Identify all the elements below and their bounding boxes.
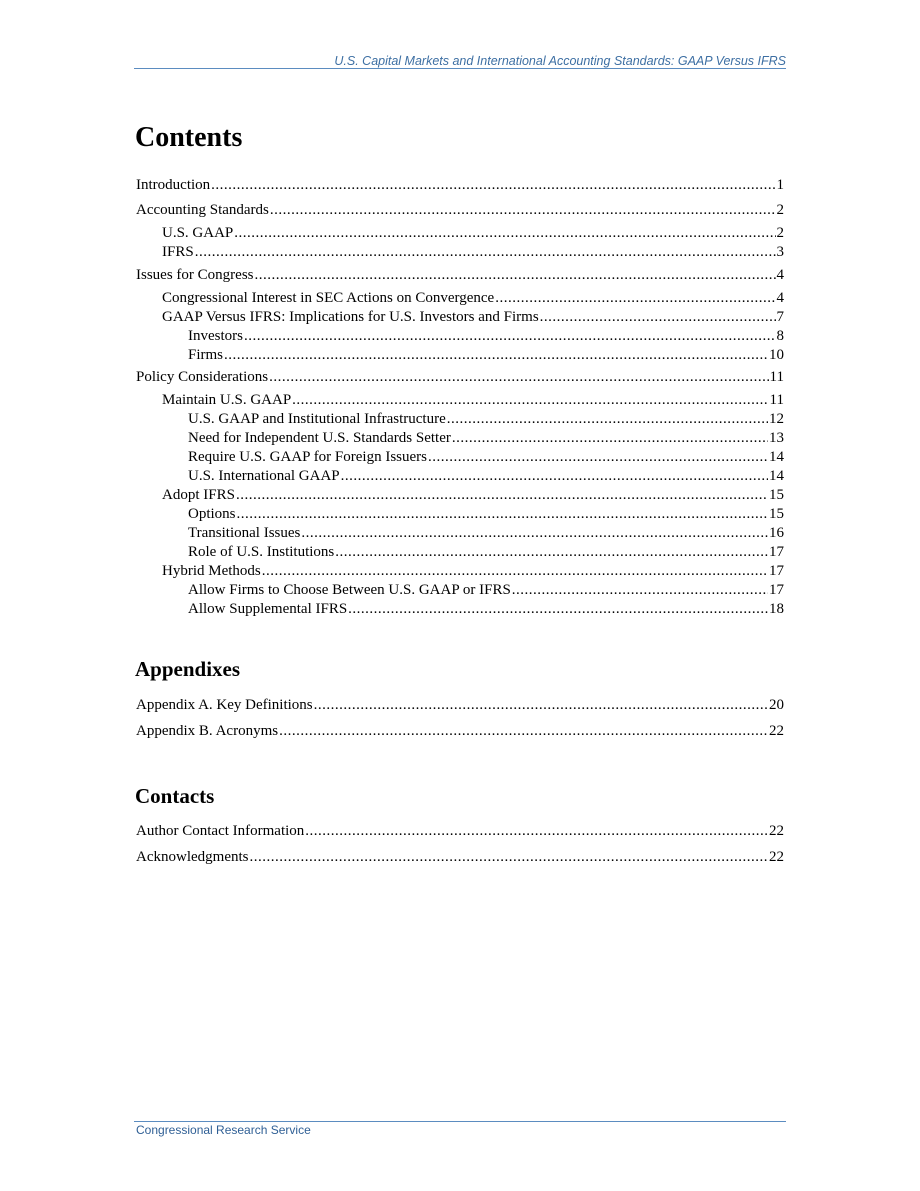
toc-page-number: 22 [769,849,784,865]
toc-entry-label: Acknowledgments [136,849,249,865]
toc-page-number: 17 [769,582,784,598]
toc-page-number: 13 [769,430,784,446]
toc-leader [244,328,776,345]
toc-entry-gaap-versus-ifrs[interactable] [162,309,784,328]
toc-leader [540,309,776,326]
toc-page-number: 3 [776,244,784,260]
toc-entry-label: Congressional Interest in SEC Actions on Convergence [162,290,495,306]
toc-page-number: 2 [776,202,784,218]
toc-leader [195,244,776,261]
toc-entry-label: Appendix A. Key Definitions [136,697,313,713]
footer-organization: Congressional Research Service [136,1123,311,1137]
toc-leader [262,563,768,580]
toc-page-number: 4 [776,290,784,306]
toc-entry-allow-supplemental-ifrs[interactable] [188,601,784,620]
toc-leader [305,823,768,840]
toc-entry-appendix-a[interactable] [136,697,784,716]
toc-entry-author-contact[interactable] [136,823,784,842]
toc-page-number: 18 [769,601,784,617]
toc-page-number: 4 [776,267,784,283]
toc-entry-allow-firms-to-choose[interactable] [188,582,784,601]
toc-leader [270,202,776,219]
toc-entry-label: Need for Independent U.S. Standards Setter [188,430,451,446]
toc-page-number: 8 [776,328,784,344]
toc-page-number: 17 [769,544,784,560]
toc-entry-label: IFRS [162,244,194,260]
toc-entry-label: Adopt IFRS [162,487,235,503]
toc-entry-label: U.S. GAAP and Institutional Infrastructure [188,411,446,427]
toc-page-number: 12 [769,411,784,427]
toc-entry-maintain-us-gaap[interactable] [162,392,784,411]
toc-page-number: 11 [769,392,784,408]
toc-entry-transitional-issues[interactable] [188,525,784,544]
toc-entry-label: Allow Supplemental IFRS [188,601,348,617]
toc-entry-independent-standards-setter[interactable] [188,430,784,449]
toc-page-number: 15 [769,506,784,522]
toc-entry-institutional-infrastructure[interactable] [188,411,784,430]
toc-leader [301,525,768,542]
toc-page-number: 10 [769,347,784,363]
toc-entry-label: Role of U.S. Institutions [188,544,335,560]
toc-entry-accounting-standards[interactable] [136,202,784,221]
toc-leader [255,267,776,284]
toc-entry-appendix-b[interactable] [136,723,784,742]
toc-entry-label: Require U.S. GAAP for Foreign Issuers [188,449,428,465]
toc-entry-label: Appendix B. Acronyms [136,723,279,739]
toc-entry-ifrs[interactable] [162,244,784,263]
toc-leader [234,225,775,242]
toc-leader [211,177,775,194]
toc-entry-adopt-ifrs[interactable] [162,487,784,506]
toc-page-number: 14 [769,468,784,484]
contents-title: Contents [135,122,243,153]
toc-entry-label: Issues for Congress [136,267,254,283]
toc-entry-label: Author Contact Information [136,823,305,839]
toc-entry-label: Introduction [136,177,211,193]
toc-entry-label: Transitional Issues [188,525,301,541]
toc-leader [341,468,768,485]
toc-page-number: 22 [769,823,784,839]
toc-leader [495,290,775,307]
toc-entry-options[interactable] [188,506,784,525]
toc-entry-label: Allow Firms to Choose Between U.S. GAAP or IFRS [188,582,511,598]
toc-page-number: 16 [769,525,784,541]
toc-leader [314,697,768,714]
toc-entry-label: Accounting Standards [136,202,269,218]
toc-page-number: 11 [769,369,784,385]
contacts-heading: Contacts [135,784,215,808]
footer-rule [134,1121,786,1122]
toc-page-number: 7 [776,309,784,325]
toc-entry-require-us-gaap-foreign[interactable] [188,449,784,468]
toc-page-number: 1 [776,177,784,193]
toc-page-number: 20 [769,697,784,713]
toc-entry-policy-considerations[interactable] [136,369,784,388]
toc-entry-us-gaap[interactable] [162,225,784,244]
toc-leader [292,392,768,409]
toc-leader [224,347,768,364]
toc-entry-label: Investors [188,328,243,344]
toc-leader [335,544,768,561]
running-header: U.S. Capital Markets and International Accounting Standards: GAAP Versus IFRS [334,54,786,68]
header-rule [134,68,786,69]
toc-leader [237,506,768,523]
toc-entry-label: GAAP Versus IFRS: Implications for U.S. Investors and Firms [162,309,539,325]
toc-page-number: 14 [769,449,784,465]
toc-entry-label: U.S. GAAP [162,225,234,241]
toc-entry-label: Firms [188,347,224,363]
toc-entry-label: Policy Considerations [136,369,269,385]
toc-page-number: 2 [776,225,784,241]
toc-entry-congressional-interest[interactable] [162,290,784,309]
toc-entry-hybrid-methods[interactable] [162,563,784,582]
toc-page-number: 15 [769,487,784,503]
toc-entry-introduction[interactable] [136,177,784,196]
toc-leader [348,601,768,618]
toc-leader [452,430,768,447]
toc-entry-acknowledgments[interactable] [136,849,784,868]
toc-leader [512,582,768,599]
toc-entry-investors[interactable] [188,328,784,347]
toc-entry-label: Maintain U.S. GAAP [162,392,292,408]
appendixes-heading: Appendixes [135,657,241,681]
toc-leader [249,849,768,866]
toc-leader [236,487,768,504]
toc-entry-label: Hybrid Methods [162,563,261,579]
toc-page-number: 22 [769,723,784,739]
toc-leader [269,369,768,386]
toc-entry-firms[interactable] [188,347,784,366]
toc-page-number: 17 [769,563,784,579]
toc-entry-label: U.S. International GAAP [188,468,340,484]
toc-entry-us-international-gaap[interactable] [188,468,784,487]
toc-leader [428,449,768,466]
toc-leader [447,411,768,428]
toc-entry-label: Options [188,506,236,522]
toc-entry-issues-for-congress[interactable] [136,267,784,286]
toc-leader [279,723,768,740]
toc-entry-role-of-us-institutions[interactable] [188,544,784,563]
